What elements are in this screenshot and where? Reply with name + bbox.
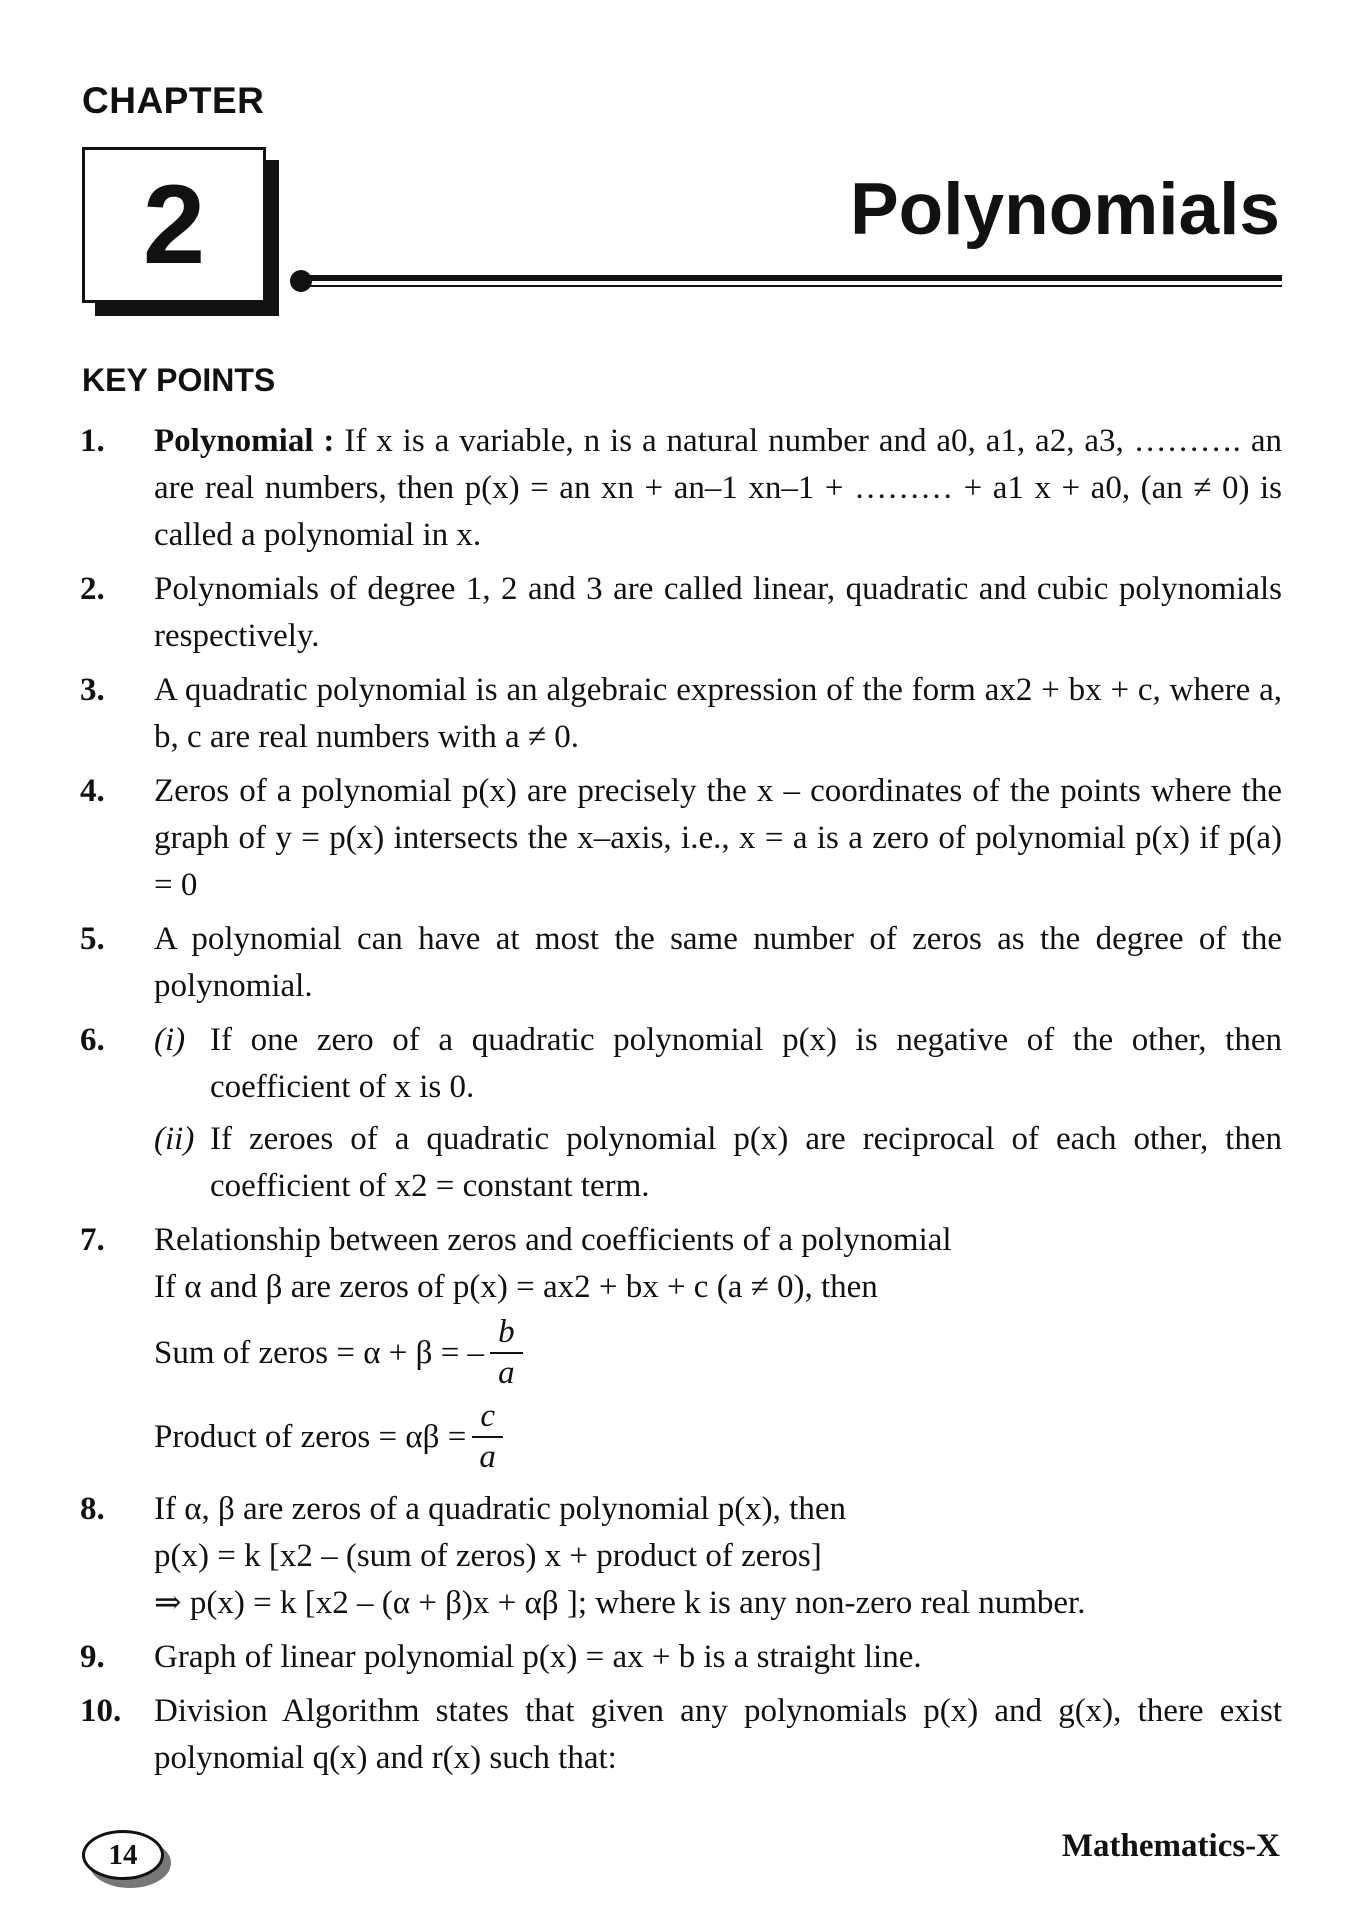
key-point (80, 667, 1282, 761)
key-point (80, 916, 1282, 1010)
point-number: 2. (80, 571, 105, 607)
sum-denominator: a (498, 1355, 515, 1391)
point-text (154, 1486, 1282, 1627)
rule-dot (290, 270, 312, 292)
chapter-label: CHAPTER (82, 80, 265, 121)
key-point (80, 566, 1282, 660)
chapter-title: Polynomials (849, 169, 1280, 250)
chapter-number: 2 (142, 162, 206, 287)
key-point (80, 1486, 1282, 1627)
page-number: 14 (82, 1830, 164, 1880)
key-points-list (80, 418, 1282, 1789)
sub-point (154, 1017, 1282, 1111)
key-points-heading: KEY POINTS (82, 362, 276, 398)
key-point (80, 1017, 1282, 1210)
point-number: 3. (80, 672, 105, 708)
point-text (154, 1217, 1282, 1479)
sub-point-text: If one zero of a quadratic polynomial p(x) is negative of the other, then coefficient of x is 0. (210, 1022, 1282, 1105)
product-of-zeros-formula (154, 1395, 1282, 1479)
point-line: Relationship between zeros and coefficients of a polynomial (154, 1222, 952, 1258)
product-denominator: a (479, 1439, 496, 1475)
point-number: 4. (80, 773, 105, 809)
chapter-number-box (82, 147, 266, 303)
key-point (80, 418, 1282, 559)
point-term: Polynomial : (154, 423, 335, 459)
point-text: Division Algorithm states that given any polynomials p(x) and g(x), there exist polynomial q(x) and r(x) such that: (154, 1693, 1282, 1776)
point-text: Graph of linear polynomial p(x) = ax + b is a straight line. (154, 1639, 922, 1675)
point-line: p(x) = k [x2 – (sum of zeros) x + product of zeros] (154, 1538, 822, 1574)
sum-numerator: b (490, 1314, 523, 1354)
rule-thin-line (308, 285, 1282, 287)
point-subitems (154, 1017, 1282, 1210)
sub-point (154, 1116, 1282, 1210)
point-text: Polynomials of degree 1, 2 and 3 are called linear, quadratic and cubic polynomials respectively. (154, 571, 1282, 654)
point-number: 9. (80, 1639, 105, 1675)
sum-of-zeros-formula (154, 1311, 1282, 1395)
point-number: 10. (80, 1693, 122, 1729)
sub-point-label: (i) (154, 1022, 186, 1058)
point-number: 7. (80, 1222, 105, 1258)
key-point (80, 768, 1282, 909)
sub-point-text: If zeroes of a quadratic polynomial p(x) are reciprocal of each other, then coefficient of x2 = constant term. (210, 1121, 1282, 1204)
point-number: 8. (80, 1491, 105, 1527)
point-text: A quadratic polynomial is an algebraic expression of the form ax2 + bx + c, where a, b, c are real numbers with a ≠ 0. (154, 672, 1282, 755)
sum-label: Sum of zeros = α + β = – (154, 1334, 485, 1371)
product-label: Product of zeros = αβ = (154, 1418, 467, 1455)
product-fraction (472, 1398, 503, 1476)
point-body: If x is a variable, n is a natural number and a0, a1, a2, a3, ………. an are real numbers, then p(x) = an xn + an–1 xn–1 + ……… + a1 x + a0, (an ≠ 0) is called a polynomial in x. (154, 423, 1283, 553)
sum-fraction (490, 1314, 523, 1392)
point-number: 6. (80, 1022, 105, 1058)
point-text: A polynomial can have at most the same number of zeros as the degree of the polynomial. (154, 921, 1282, 1004)
key-point (80, 1688, 1282, 1782)
title-rule (290, 266, 1282, 296)
point-line: ⇒ p(x) = k [x2 – (α + β)x + αβ ]; where k is any non-zero real number. (154, 1585, 1086, 1621)
key-point (80, 1217, 1282, 1479)
point-number: 1. (80, 423, 105, 459)
product-numerator: c (472, 1398, 503, 1438)
point-number: 5. (80, 921, 105, 957)
point-text: Zeros of a polynomial p(x) are precisely the x – coordinates of the points where the graph of y = p(x) intersects the x–axis, i.e., x = a is a zero of polynomial p(x) if p(a) = 0 (154, 773, 1282, 903)
point-line: If α and β are zeros of p(x) = ax2 + bx + c (a ≠ 0), then (154, 1269, 878, 1305)
key-point (80, 1634, 1282, 1681)
book-title: Mathematics-X (1061, 1828, 1280, 1864)
point-line: If α, β are zeros of a quadratic polynomial p(x), then (154, 1491, 846, 1527)
rule-thick-line (308, 275, 1282, 281)
point-text (154, 418, 1282, 559)
sub-point-label: (ii) (154, 1121, 195, 1157)
